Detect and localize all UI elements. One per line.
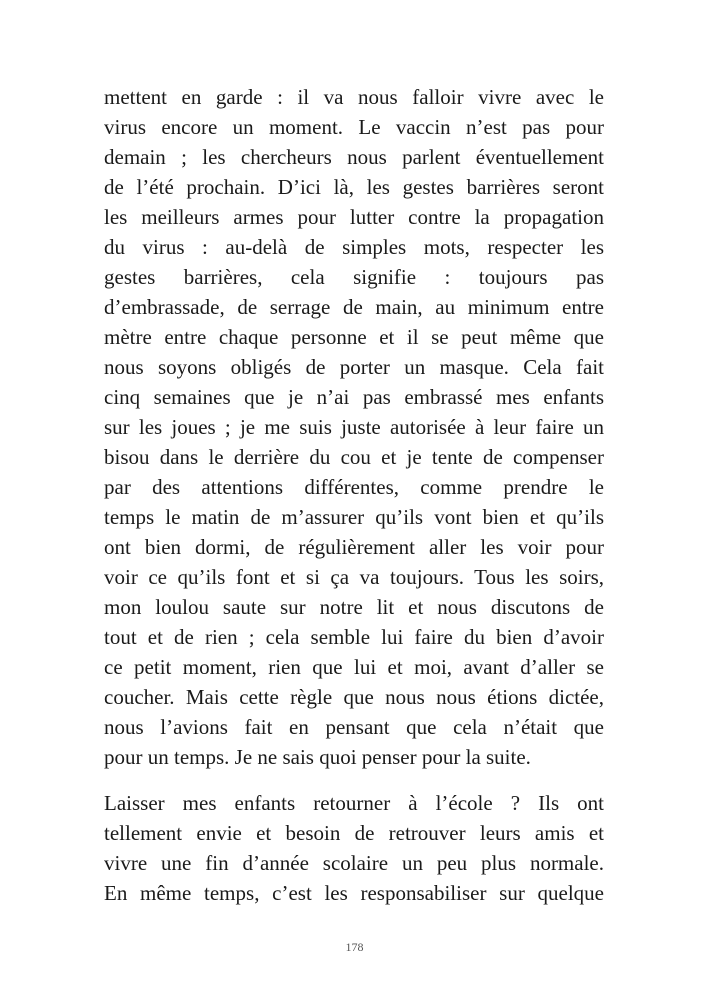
text-line: d’embrassade, de serrage de main, au minimum entre <box>104 295 604 319</box>
text-line: demain ; les chercheurs nous parlent éventuellement <box>104 145 604 169</box>
text-line: mon loulou saute sur notre lit et nous discutons de <box>104 595 604 619</box>
text-line: ont bien dormi, de régulièrement aller les voir pour <box>104 535 604 559</box>
text-line: cinq semaines que je n’ai pas embrassé mes enfants <box>104 385 604 409</box>
text-line: nous soyons obligés de porter un masque. Cela fait <box>104 355 604 379</box>
text-line: mètre entre chaque personne et il se peut même que <box>104 325 604 349</box>
body-text <box>104 82 604 908</box>
text-line: les meilleurs armes pour lutter contre la propagation <box>104 205 604 229</box>
text-line: mettent en garde : il va nous falloir vivre avec le <box>104 85 604 109</box>
text-line: nous l’avions fait en pensant que cela n’était que <box>104 715 604 739</box>
text-line: pour un temps. Je ne sais quoi penser pour la suite. <box>104 745 531 769</box>
text-line: Laisser mes enfants retourner à l’école ? Ils ont <box>104 791 604 815</box>
text-line: tellement envie et besoin de retrouver leurs amis et <box>104 821 604 845</box>
text-line: du virus : au-delà de simples mots, respecter les <box>104 235 604 259</box>
paragraph-1 <box>104 82 604 772</box>
text-line: de l’été prochain. D’ici là, les gestes barrières seront <box>104 175 604 199</box>
page-number: 178 <box>345 940 364 954</box>
text-line: gestes barrières, cela signifie : toujours pas <box>104 265 604 289</box>
text-line: voir ce qu’ils font et si ça va toujours. Tous les soirs, <box>104 565 604 589</box>
text-line: tout et de rien ; cela semble lui faire du bien d’avoir <box>104 625 604 649</box>
text-line: par des attentions différentes, comme prendre le <box>104 475 604 499</box>
text-line: ce petit moment, rien que lui et moi, avant d’aller se <box>104 655 604 679</box>
text-line: sur les joues ; je me suis juste autorisée à leur faire un <box>104 415 604 439</box>
text-line: coucher. Mais cette règle que nous nous étions dictée, <box>104 685 604 709</box>
text-line: bisou dans le derrière du cou et je tente de compenser <box>104 445 604 469</box>
text-line: vivre une fin d’année scolaire un peu plus normale. <box>104 851 604 875</box>
paragraph-2 <box>104 788 604 908</box>
text-line: temps le matin de m’assurer qu’ils vont bien et qu’ils <box>104 505 604 529</box>
text-line: virus encore un moment. Le vaccin n’est pas pour <box>104 115 604 139</box>
text-line: En même temps, c’est les responsabiliser sur quelque <box>104 881 604 905</box>
